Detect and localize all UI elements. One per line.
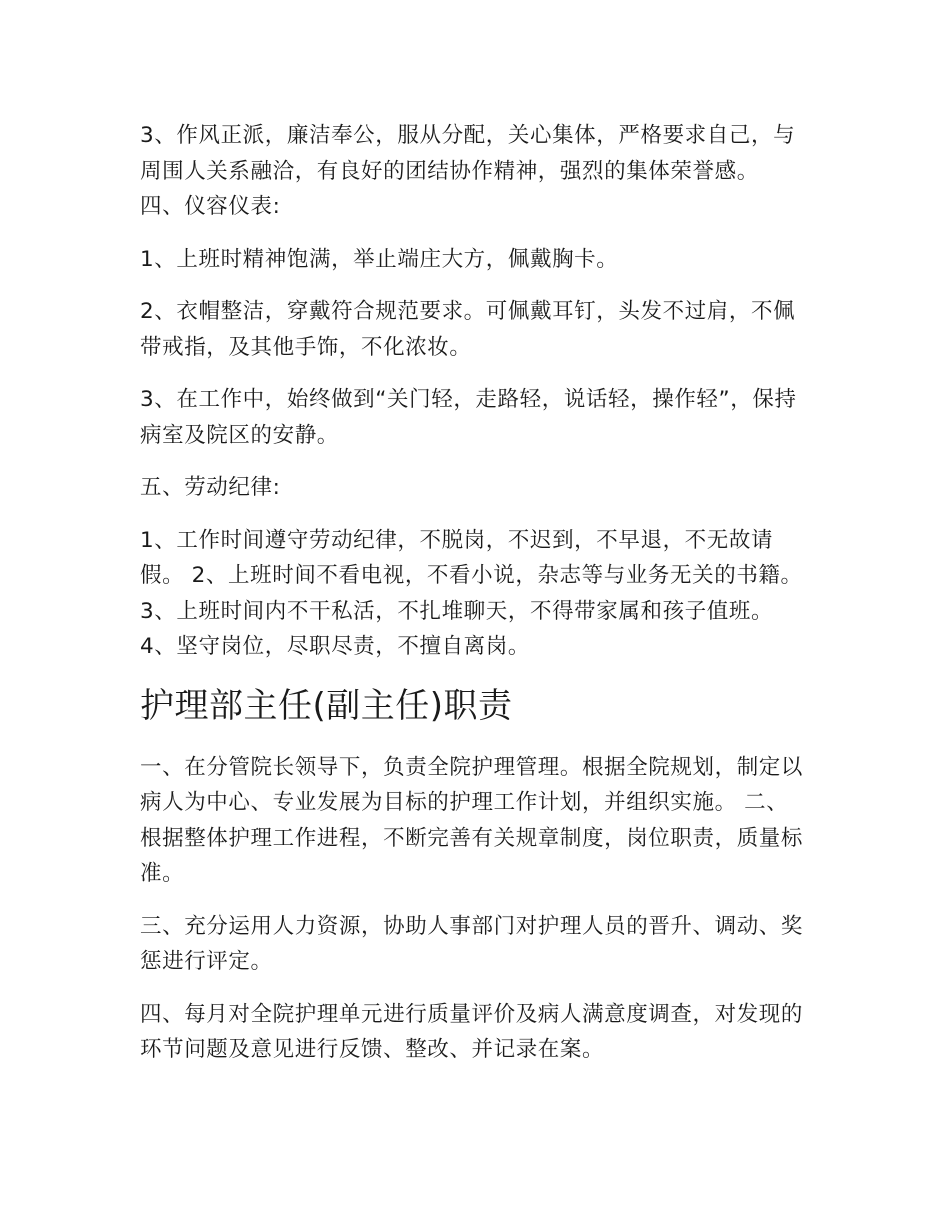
paragraph-appearance-2: 2、衣帽整洁，穿戴符合规范要求。可佩戴耳钉，头发不过肩，不佩带戒指，及其他手饰，不化浓妆。 <box>140 299 796 360</box>
paragraph-duty-1-2: 一、在分管院长领导下，负责全院护理管理。根据全院规划，制定以病人为中心、专业发展为目标的护理工作计划，并组织实施。 二、根据整体护理工作进程，不断完善有关规章制度，岗位职责，质量标准。 <box>140 754 804 886</box>
paragraph-duty-3: 三、充分运用人力资源，协助人事部门对护理人员的晋升、调动、奖惩进行评定。 <box>140 913 804 974</box>
document-page <box>140 118 810 1085</box>
paragraph-discipline-rules: 1、工作时间遵守劳动纪律，不脱岗，不迟到，不早退，不无故请假。 2、上班时间不看电视，不看小说，杂志等与业务无关的书籍。 3、上班时间内不干私活，不扎堆聊天，不得带家属和孩子值班。 4、坚守岗位，尽职尽责，不擅自离岗。 <box>140 527 803 659</box>
paragraph-appearance-3: 3、在工作中，始终做到“关门轻，走路轻，说话轻，操作轻”，保持病室及院区的安静。 <box>140 387 797 448</box>
paragraph-duty-4: 四、每月对全院护理单元进行质量评价及病人满意度调查，对发现的环节问题及意见进行反馈、整改、并记录在案。 <box>140 1001 804 1062</box>
section-heading: 护理部主任(副主任)职责 <box>140 685 513 726</box>
paragraph-appearance-1: 1、上班时精神饱满，举止端庄大方，佩戴胸卡。 <box>140 246 619 272</box>
paragraph-discipline-title: 五、劳动纪律: <box>140 475 281 500</box>
paragraph-conduct: 3、作风正派，廉洁奉公，服从分配，关心集体，严格要求自己，与周围人关系融洽，有良好的团结协作精神，强烈的集体荣誉感。 四、仪容仪表: <box>140 123 796 219</box>
